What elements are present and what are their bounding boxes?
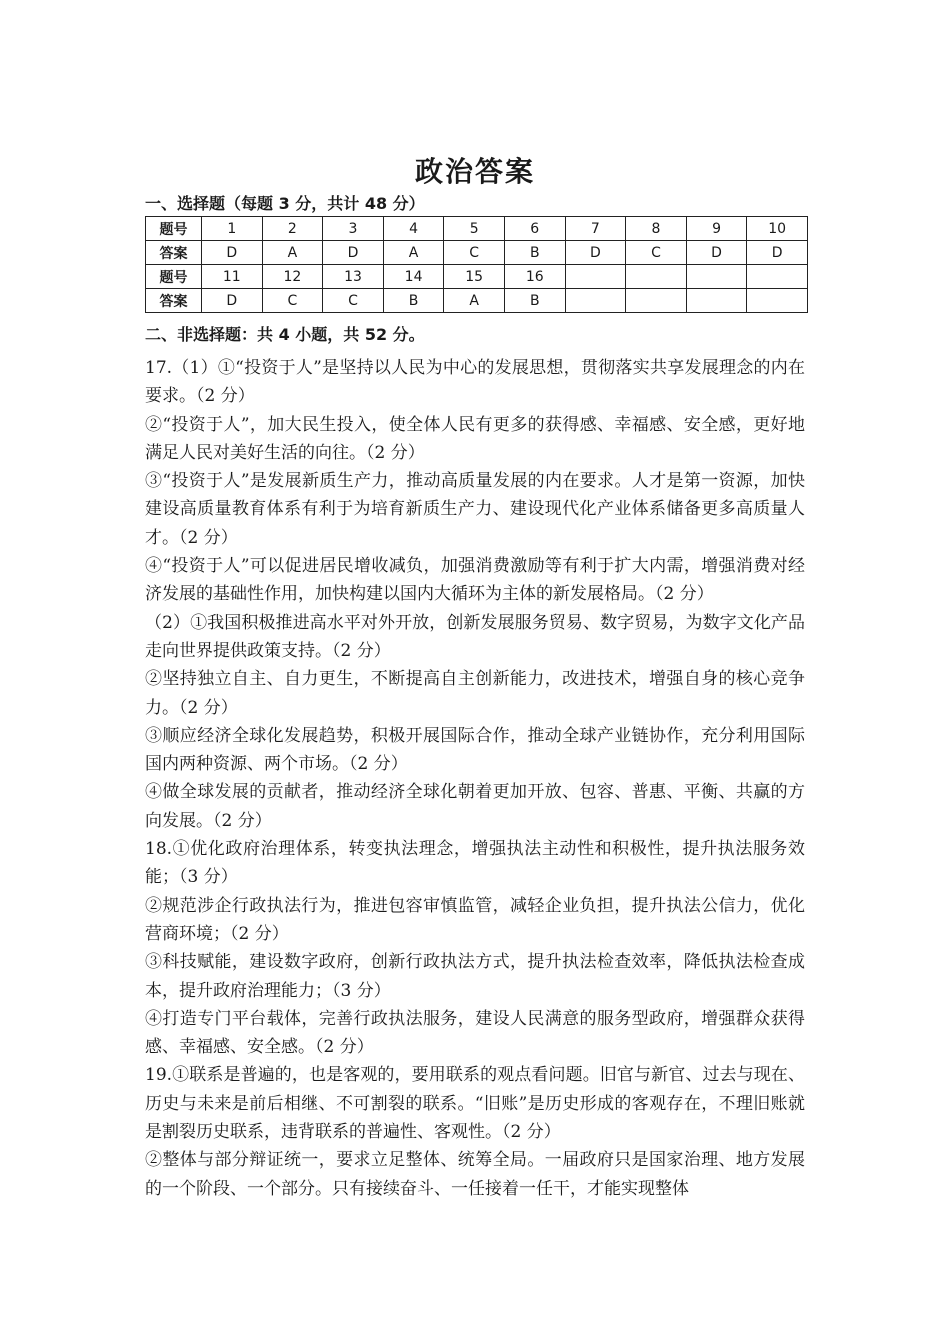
table-cell: B	[504, 241, 565, 265]
table-cell: B	[504, 289, 565, 313]
table-row	[146, 289, 808, 313]
table-row	[146, 217, 808, 241]
table-cell: 4	[383, 217, 444, 241]
table-cell: 6	[504, 217, 565, 241]
table-cell: 5	[444, 217, 505, 241]
table-cell: D	[323, 241, 384, 265]
table-cell: D	[202, 289, 263, 313]
table-cell	[626, 289, 687, 313]
table-cell: 13	[323, 265, 384, 289]
answer-paragraph: ②整体与部分辩证统一，要求立足整体、统筹全局。一届政府只是国家治理、地方发展的一个阶段、一个部分。只有接续奋斗、一任接着一任干，才能实现整体	[145, 1150, 805, 1199]
table-row-header: 答案	[146, 289, 202, 313]
table-cell: D	[686, 241, 747, 265]
answer-paragraph: 19.①联系是普遍的，也是客观的，要用联系的观点看问题。旧官与新官、过去与现在、历史与未来是前后相继、不可割裂的联系。“旧账”是历史形成的客观存在，不理旧账就是割裂历史联系，违背联系的普遍性、客观性。（2 分）	[145, 1065, 805, 1143]
page-title: 政治答案	[414, 155, 535, 188]
table-cell: 7	[565, 217, 626, 241]
table-cell: 16	[504, 265, 565, 289]
answer-body	[145, 354, 805, 1203]
answer-paragraph: ②“投资于人”，加大民生投入，使全体人民有更多的获得感、幸福感、安全感，更好地满足人民对美好生活的向往。（2 分）	[145, 414, 805, 463]
table-cell: 1	[202, 217, 263, 241]
answer-table	[145, 216, 808, 313]
table-cell: 2	[262, 217, 323, 241]
answer-paragraph: ④做全球发展的贡献者，推动经济全球化朝着更加开放、包容、普惠、平衡、共赢的方向发展。（2 分）	[145, 782, 805, 831]
table-cell: 8	[626, 217, 687, 241]
answer-paragraph: （2）①我国积极推进高水平对外开放，创新发展服务贸易、数字贸易，为数字文化产品走向世界提供政策支持。（2 分）	[145, 612, 805, 661]
table-cell: D	[202, 241, 263, 265]
answer-paragraph: ③科技赋能，建设数字政府，创新行政执法方式，提升执法检查效率，降低执法检查成本，提升政府治理能力；（3 分）	[145, 952, 805, 1001]
table-cell: A	[383, 241, 444, 265]
section-heading-choice: 一、选择题（每题 3 分，共计 48 分）	[145, 194, 425, 213]
answer-paragraph: ②坚持独立自主、自力更生，不断提高自主创新能力，改进技术，增强自身的核心竞争力。（2 分）	[145, 669, 805, 718]
table-cell	[565, 265, 626, 289]
table-cell: A	[262, 241, 323, 265]
table-row	[146, 241, 808, 265]
table-row-header: 题号	[146, 217, 202, 241]
table-cell: C	[626, 241, 687, 265]
table-cell: B	[383, 289, 444, 313]
table-cell	[626, 265, 687, 289]
answer-paragraph: 17.（1）①“投资于人”是坚持以人民为中心的发展思想，贯彻落实共享发展理念的内在要求。（2 分）	[145, 358, 805, 407]
table-cell: 15	[444, 265, 505, 289]
table-cell	[686, 265, 747, 289]
table-cell: C	[262, 289, 323, 313]
answer-paragraph: ③“投资于人”是发展新质生产力，推动高质量发展的内在要求。人才是第一资源，加快建设高质量教育体系有利于为培育新质生产力、建设现代化产业体系储备更多高质量人才。（2 分）	[145, 471, 805, 548]
table-cell	[565, 289, 626, 313]
table-cell: 11	[202, 265, 263, 289]
table-cell: D	[747, 241, 808, 265]
table-cell: A	[444, 289, 505, 313]
table-cell	[686, 289, 747, 313]
table-cell	[747, 289, 808, 313]
table-cell: D	[565, 241, 626, 265]
section-heading-nonchoice: 二、非选择题：共 4 小题，共 52 分。	[145, 325, 425, 344]
answer-paragraph: ④打造专门平台载体，完善行政执法服务，建设人民满意的服务型政府，增强群众获得感、幸福感、安全感。（2 分）	[145, 1008, 805, 1058]
answer-paragraph: ③顺应经济全球化发展趋势，积极开展国际合作，推动全球产业链协作，充分利用国际国内两种资源、两个市场。（2 分）	[145, 725, 805, 775]
answer-paragraph: ②规范涉企行政执法行为，推进包容审慎监管，减轻企业负担，提升执法公信力，优化营商环境；（2 分）	[145, 895, 805, 944]
table-row-header: 题号	[146, 265, 202, 289]
table-cell: 14	[383, 265, 444, 289]
table-cell	[747, 265, 808, 289]
table-cell: 9	[686, 217, 747, 241]
table-cell: 3	[323, 217, 384, 241]
table-cell: 10	[747, 217, 808, 241]
table-cell: C	[444, 241, 505, 265]
table-cell: 12	[262, 265, 323, 289]
table-cell: C	[323, 289, 384, 313]
table-row	[146, 265, 808, 289]
table-row-header: 答案	[146, 241, 202, 265]
answer-paragraph: ④“投资于人”可以促进居民增收减负，加强消费激励等有利于扩大内需，增强消费对经济发展的基础性作用，加快构建以国内大循环为主体的新发展格局。（2 分）	[145, 556, 805, 605]
answer-paragraph: 18.①优化政府治理体系，转变执法理念，增强执法主动性和积极性，提升执法服务效能；（3 分）	[145, 839, 805, 888]
